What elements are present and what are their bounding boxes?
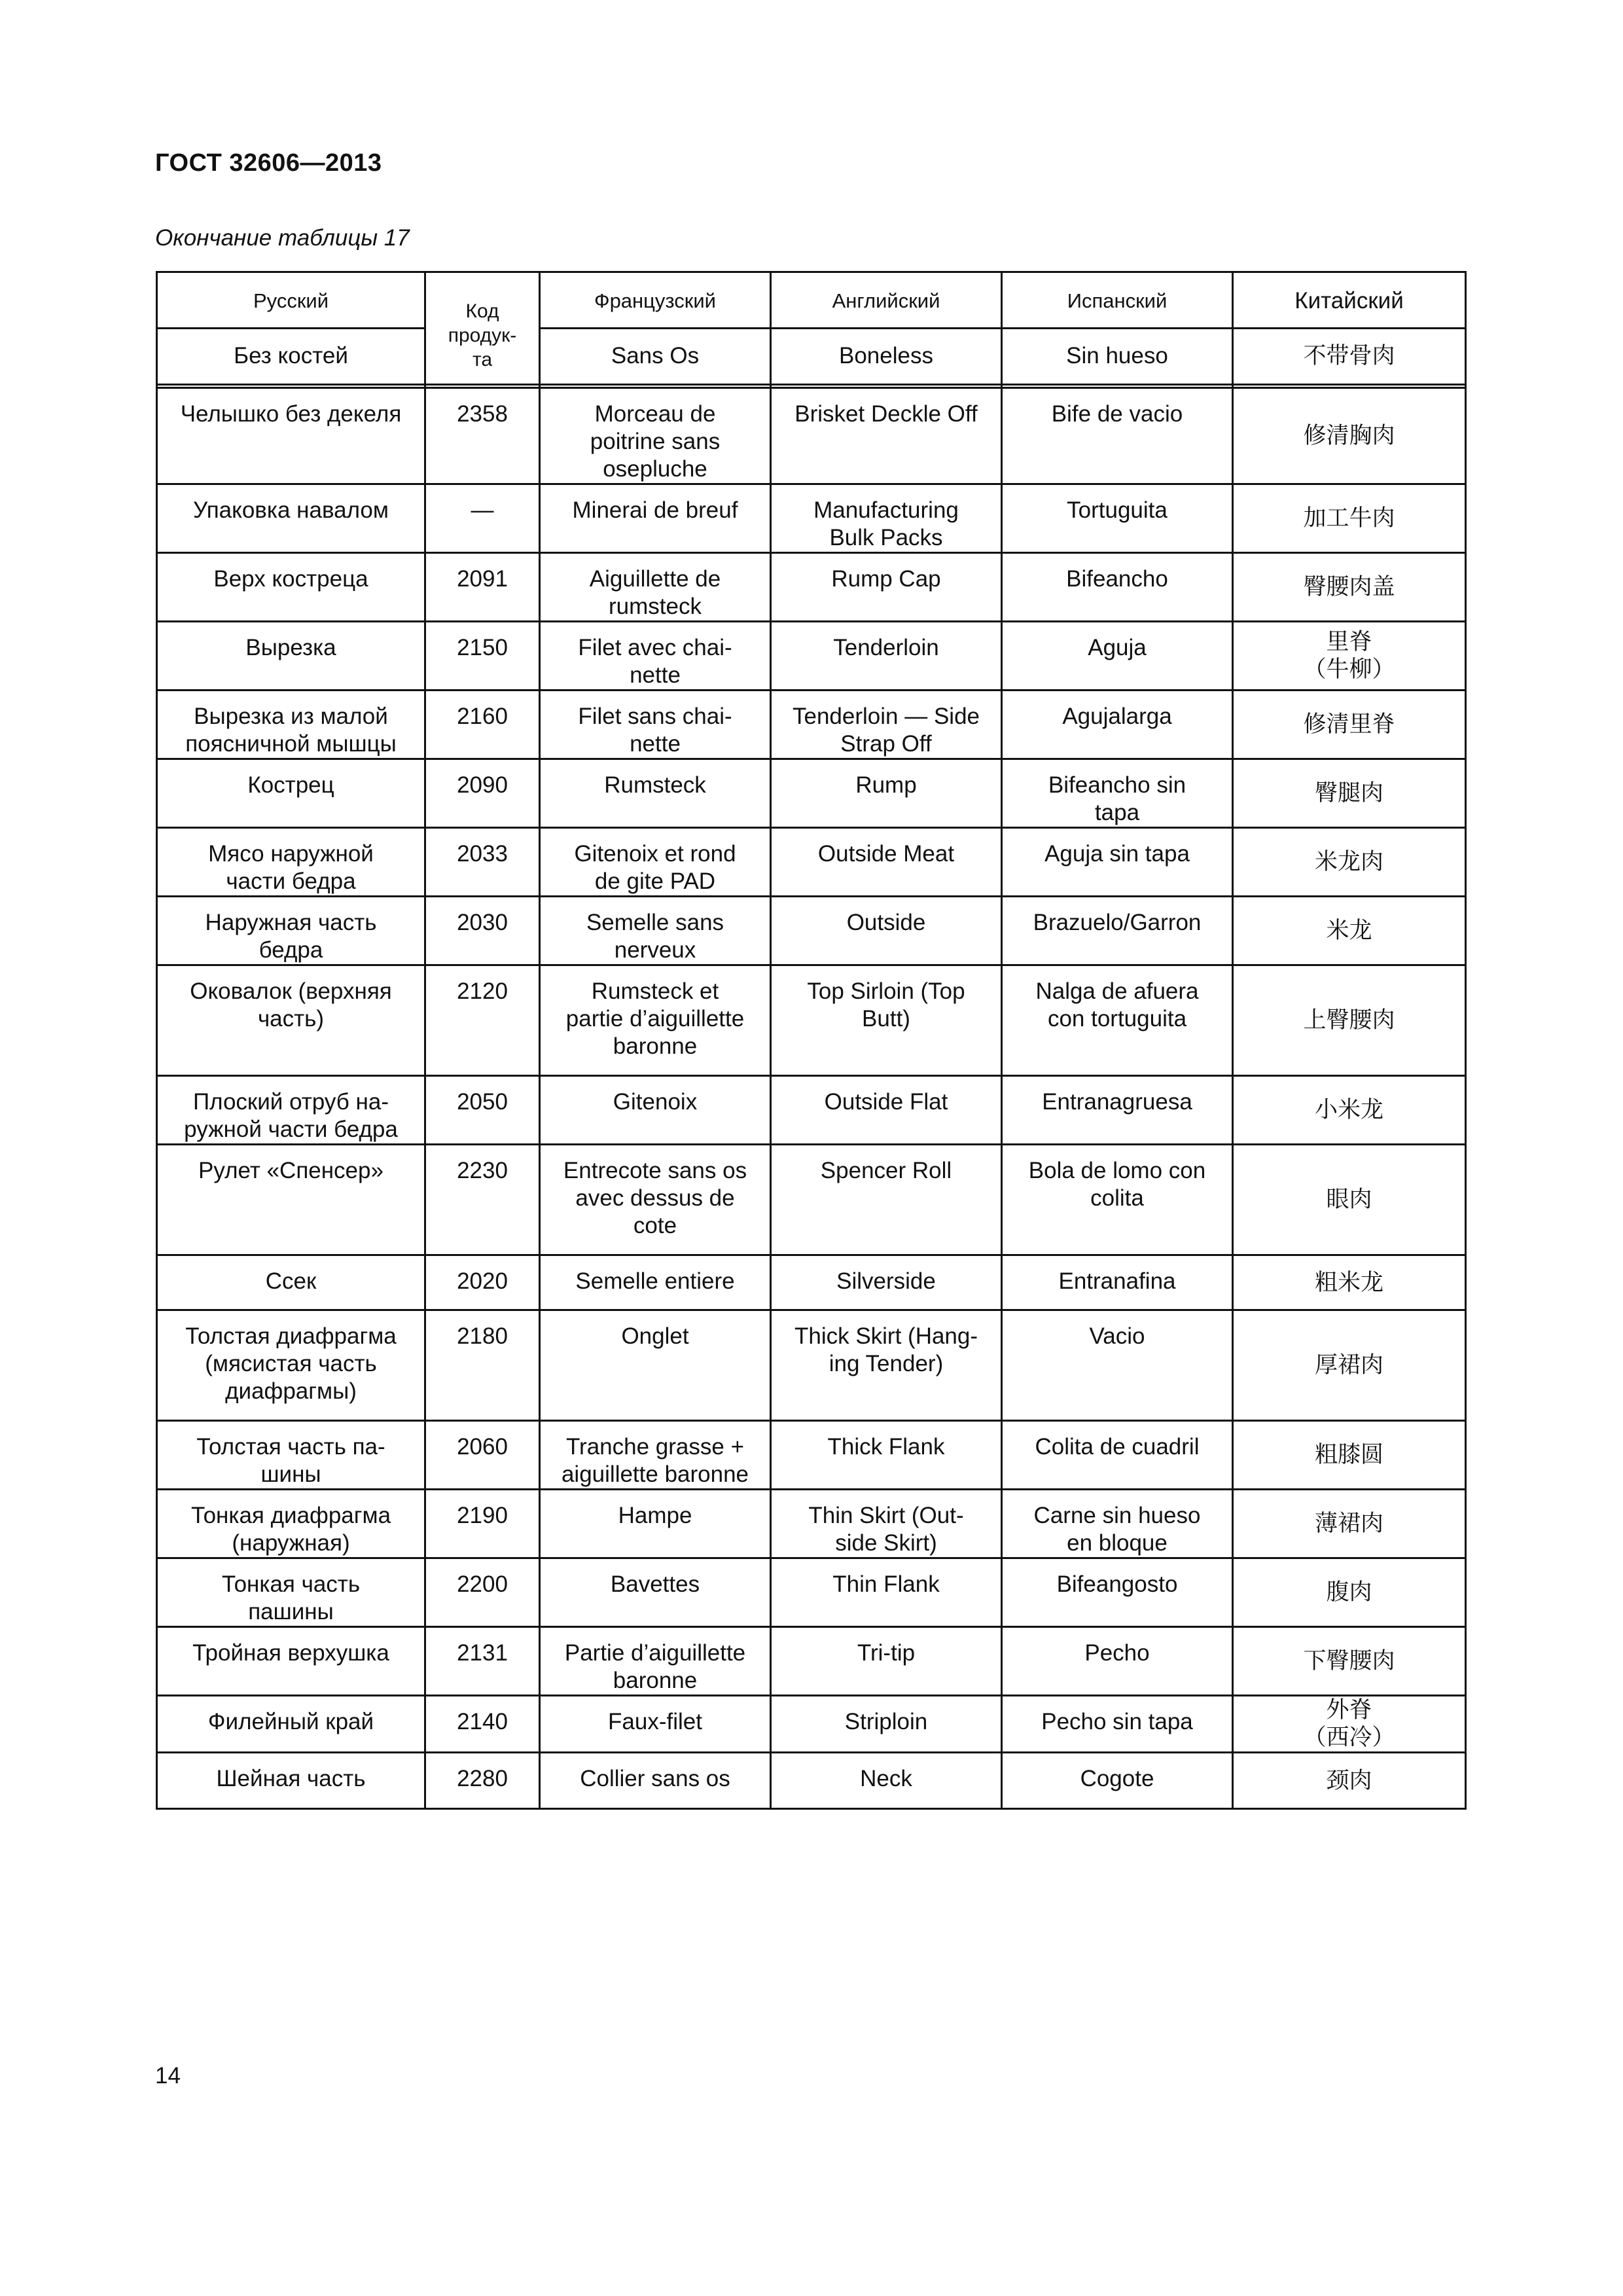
cell-french: Collier sans os xyxy=(540,1753,771,1809)
cell-french: Filet sans chai- nette xyxy=(540,691,771,759)
cell-code: 2131 xyxy=(425,1627,540,1696)
cell-english: Outside Flat xyxy=(771,1076,1002,1145)
cell-code: 2091 xyxy=(425,553,540,622)
cell-english: Top Sirloin (Top Butt) xyxy=(771,965,1002,1076)
cell-russian: Оковалок (верхняя часть) xyxy=(157,965,425,1076)
cell-english: Thin Flank xyxy=(771,1558,1002,1627)
cell-english: Silverside xyxy=(771,1255,1002,1310)
cell-chinese: 修清里脊 xyxy=(1233,691,1466,759)
cell-french: Rumsteck xyxy=(540,759,771,828)
cell-english: Tri-tip xyxy=(771,1627,1002,1696)
table-row xyxy=(157,1310,1466,1421)
cell-english: Spencer Roll xyxy=(771,1145,1002,1255)
cell-code: 2033 xyxy=(425,828,540,897)
boneless-english: Boneless xyxy=(771,329,1002,385)
cell-spanish: Nalga de afuera con tortuguita xyxy=(1002,965,1233,1076)
cell-russian: Тонкая диафрагма (наружная) xyxy=(157,1490,425,1558)
cell-chinese: 臀腰肉盖 xyxy=(1233,553,1466,622)
cell-french: Hampe xyxy=(540,1490,771,1558)
cell-english: Rump xyxy=(771,759,1002,828)
cell-code: 2200 xyxy=(425,1558,540,1627)
cell-spanish: Aguja sin tapa xyxy=(1002,828,1233,897)
table-row xyxy=(157,1145,1466,1255)
header-french: Французский xyxy=(540,272,771,329)
cell-spanish: Cogote xyxy=(1002,1753,1233,1809)
cell-spanish: Aguja xyxy=(1002,622,1233,691)
cell-code: 2160 xyxy=(425,691,540,759)
cell-french: Entrecote sans os avec dessus de cote xyxy=(540,1145,771,1255)
cell-russian: Вырезка xyxy=(157,622,425,691)
cell-chinese: 薄裙肉 xyxy=(1233,1490,1466,1558)
cell-spanish: Entranafina xyxy=(1002,1255,1233,1310)
cell-russian: Филейный край xyxy=(157,1696,425,1753)
boneless-russian: Без костей xyxy=(157,329,425,385)
table-row xyxy=(157,1558,1466,1627)
cell-spanish: Pecho xyxy=(1002,1627,1233,1696)
cell-english: Thick Flank xyxy=(771,1421,1002,1490)
cell-english: Striploin xyxy=(771,1696,1002,1753)
table-row xyxy=(157,484,1466,553)
cell-chinese: 外脊 （西冷） xyxy=(1233,1696,1466,1753)
cell-french: Faux-filet xyxy=(540,1696,771,1753)
cell-french: Morceau de poitrine sans osepluche xyxy=(540,388,771,484)
cell-english: Thin Skirt (Out- side Skirt) xyxy=(771,1490,1002,1558)
cell-russian: Тройная верхушка xyxy=(157,1627,425,1696)
cell-spanish: Entranagruesa xyxy=(1002,1076,1233,1145)
header-russian: Русский xyxy=(157,272,425,329)
table-row xyxy=(157,1490,1466,1558)
table-row xyxy=(157,1076,1466,1145)
cell-spanish: Bifeancho sin tapa xyxy=(1002,759,1233,828)
cell-french: Minerai de breuf xyxy=(540,484,771,553)
cell-english: Outside xyxy=(771,897,1002,965)
cell-spanish: Brazuelo/Garron xyxy=(1002,897,1233,965)
cell-russian: Вырезка из малой поясничной мышцы xyxy=(157,691,425,759)
cell-russian: Мясо наружной части бедра xyxy=(157,828,425,897)
cell-chinese: 修清胸肉 xyxy=(1233,388,1466,484)
cell-russian: Ссек xyxy=(157,1255,425,1310)
cell-code: 2020 xyxy=(425,1255,540,1310)
cell-english: Neck xyxy=(771,1753,1002,1809)
cell-french: Tranche grasse + aiguillette baronne xyxy=(540,1421,771,1490)
table-row xyxy=(157,759,1466,828)
boneless-spanish: Sin hueso xyxy=(1002,329,1233,385)
cell-spanish: Vacio xyxy=(1002,1310,1233,1421)
cell-russian: Тонкая часть пашины xyxy=(157,1558,425,1627)
cell-code: 2180 xyxy=(425,1310,540,1421)
cell-chinese: 粗膝圆 xyxy=(1233,1421,1466,1490)
cell-spanish: Carne sin hueso en bloque xyxy=(1002,1490,1233,1558)
cell-english: Manufacturing Bulk Packs xyxy=(771,484,1002,553)
cell-french: Partie d’aiguillette baronne xyxy=(540,1627,771,1696)
cell-spanish: Agujalarga xyxy=(1002,691,1233,759)
cell-code: 2358 xyxy=(425,388,540,484)
cell-russian: Верх кострeца xyxy=(157,553,425,622)
cell-chinese: 下臀腰肉 xyxy=(1233,1627,1466,1696)
cell-french: Gitenoix xyxy=(540,1076,771,1145)
header-spanish: Испанский xyxy=(1002,272,1233,329)
cell-code: 2140 xyxy=(425,1696,540,1753)
cell-russian: Плоский отруб на- ружной части бедра xyxy=(157,1076,425,1145)
table-row xyxy=(157,1753,1466,1809)
boneless-chinese: 不带骨肉 xyxy=(1233,329,1466,385)
cell-english: Rump Cap xyxy=(771,553,1002,622)
cell-code: — xyxy=(425,484,540,553)
cell-code: 2050 xyxy=(425,1076,540,1145)
cell-russian: Наружная часть бедра xyxy=(157,897,425,965)
table-caption: Окончание таблицы 17 xyxy=(155,225,410,251)
cell-spanish: Bife de vacio xyxy=(1002,388,1233,484)
cell-english: Tenderloin xyxy=(771,622,1002,691)
cell-french: Bavettes xyxy=(540,1558,771,1627)
cell-chinese: 眼肉 xyxy=(1233,1145,1466,1255)
cell-spanish: Bifeancho xyxy=(1002,553,1233,622)
cell-french: Semelle sans nerveux xyxy=(540,897,771,965)
cell-chinese: 米龙 xyxy=(1233,897,1466,965)
cell-russian: Шейная часть xyxy=(157,1753,425,1809)
table-row xyxy=(157,1696,1466,1753)
boneless-french: Sans Os xyxy=(540,329,771,385)
document-header: ГОСТ 32606—2013 xyxy=(155,149,382,177)
table-row xyxy=(157,828,1466,897)
cell-russian: Кострец xyxy=(157,759,425,828)
cell-chinese: 腹肉 xyxy=(1233,1558,1466,1627)
cell-chinese: 加工牛肉 xyxy=(1233,484,1466,553)
cell-russian: Челышко без декеля xyxy=(157,388,425,484)
header-row-languages xyxy=(157,272,1466,329)
cell-french: Rumsteck et partie d’aiguillette baronne xyxy=(540,965,771,1076)
cell-code: 2060 xyxy=(425,1421,540,1490)
cell-spanish: Bola de lomo con colita xyxy=(1002,1145,1233,1255)
table-row xyxy=(157,388,1466,484)
header-chinese: Китайский xyxy=(1233,272,1466,329)
cell-chinese: 厚裙肉 xyxy=(1233,1310,1466,1421)
cell-chinese: 米龙肉 xyxy=(1233,828,1466,897)
cell-code: 2230 xyxy=(425,1145,540,1255)
table-row xyxy=(157,1255,1466,1310)
cell-chinese: 里脊 （牛柳） xyxy=(1233,622,1466,691)
cell-code: 2090 xyxy=(425,759,540,828)
cell-code: 2190 xyxy=(425,1490,540,1558)
cell-code: 2280 xyxy=(425,1753,540,1809)
header-product-code: Код продук- та xyxy=(425,272,540,385)
cell-french: Gitenoix et rond de gite PAD xyxy=(540,828,771,897)
cell-english: Brisket Deckle Off xyxy=(771,388,1002,484)
table-row xyxy=(157,622,1466,691)
cell-french: Filet avec chai- nette xyxy=(540,622,771,691)
cell-chinese: 小米龙 xyxy=(1233,1076,1466,1145)
terminology-table xyxy=(156,271,1467,1810)
cell-code: 2030 xyxy=(425,897,540,965)
cell-russian: Упаковка навалом xyxy=(157,484,425,553)
cell-code: 2150 xyxy=(425,622,540,691)
page-number: 14 xyxy=(155,2063,181,2089)
cell-russian: Толстая часть па- шины xyxy=(157,1421,425,1490)
cell-code: 2120 xyxy=(425,965,540,1076)
table-row xyxy=(157,553,1466,622)
table-row xyxy=(157,691,1466,759)
cell-french: Aiguillette de rumsteck xyxy=(540,553,771,622)
cell-english: Thick Skirt (Hang- ing Tender) xyxy=(771,1310,1002,1421)
cell-spanish: Tortuguita xyxy=(1002,484,1233,553)
cell-spanish: Bifeangosto xyxy=(1002,1558,1233,1627)
cell-spanish: Pecho sin tapa xyxy=(1002,1696,1233,1753)
cell-russian: Рулет «Спенсер» xyxy=(157,1145,425,1255)
header-row-boneless xyxy=(157,329,1466,385)
table-row xyxy=(157,965,1466,1076)
cell-chinese: 上臀腰肉 xyxy=(1233,965,1466,1076)
cell-english: Outside Meat xyxy=(771,828,1002,897)
table-row xyxy=(157,1627,1466,1696)
cell-chinese: 臀腿肉 xyxy=(1233,759,1466,828)
cell-chinese: 粗米龙 xyxy=(1233,1255,1466,1310)
cell-russian: Толстая диафрагма (мясистая часть диафрагмы) xyxy=(157,1310,425,1421)
cell-spanish: Colita de cuadril xyxy=(1002,1421,1233,1490)
cell-chinese: 颈肉 xyxy=(1233,1753,1466,1809)
cell-french: Semelle entiere xyxy=(540,1255,771,1310)
cell-french: Onglet xyxy=(540,1310,771,1421)
header-english: Английский xyxy=(771,272,1002,329)
table-row xyxy=(157,1421,1466,1490)
table-row xyxy=(157,897,1466,965)
cell-english: Tenderloin — Side Strap Off xyxy=(771,691,1002,759)
